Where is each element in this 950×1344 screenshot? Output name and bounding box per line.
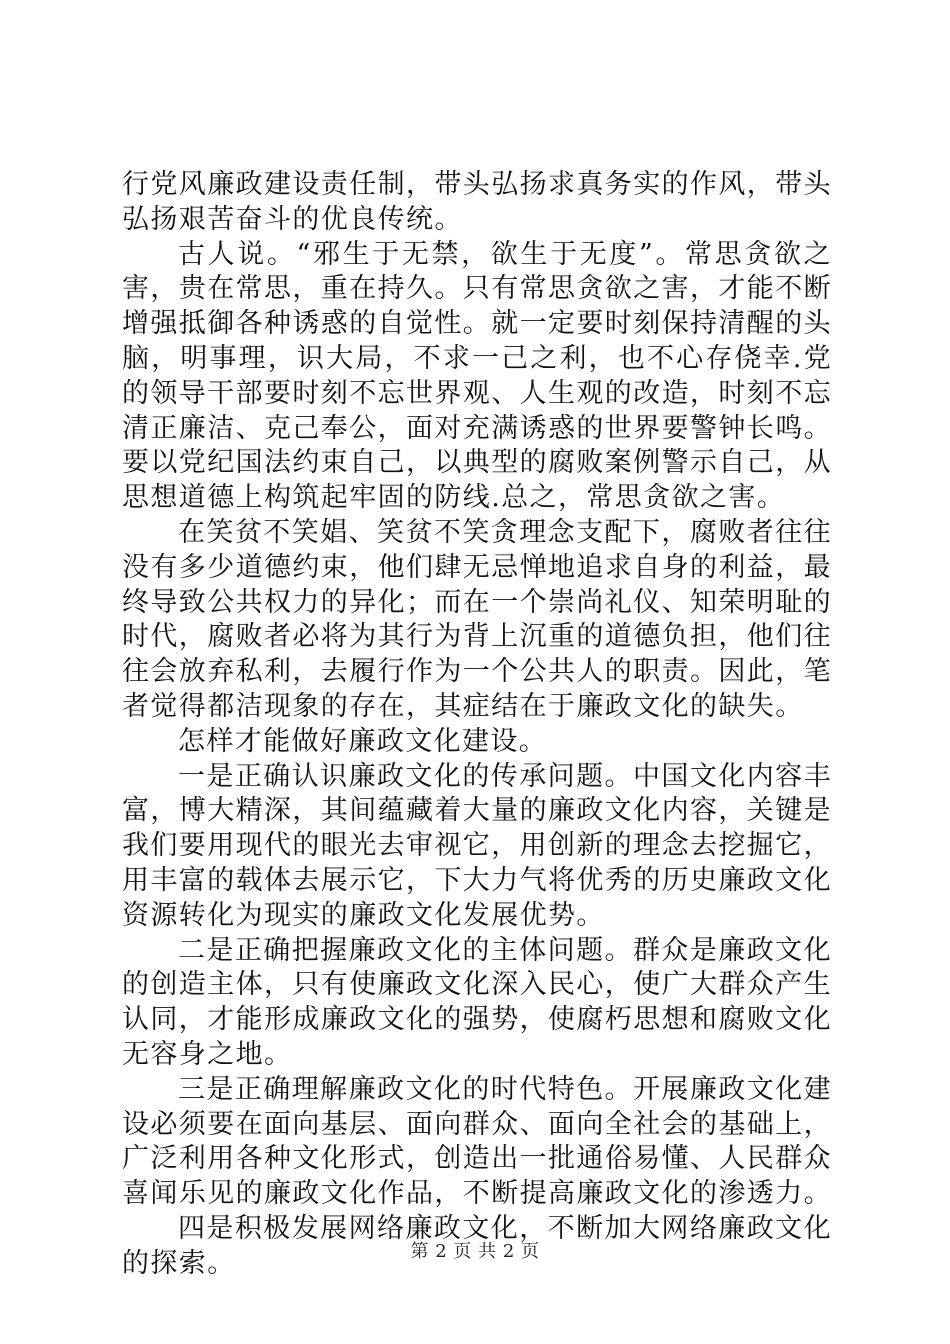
paragraph-4: 怎样才能做好廉政文化建设。 — [178, 725, 548, 757]
paragraph-1: 行党风廉政建设责任制，带头弘扬求真务实的作风，带头弘扬艰苦奋斗的优良传统。 — [122, 169, 832, 235]
paragraph-7: 三是正确理解廉政文化的时代特色。开展廉政文化建设必须要在面向基层、面向群众、面向全社会的基础上，广泛利用各种文化形式，创造出一批通俗易懂、人民群众喜闻乐见的廉政文化作品，不断提高廉政文化的渗透力。 — [122, 1073, 832, 1210]
paragraph-2: 古人说。“邪生于无禁，欲生于无度”。常思贪欲之害，贵在常思，重在持久。只有常思贪欲之害，才能不断增强抵御各种诱惑的自觉性。就一定要时刻保持清醒的头脑，明事理，识大局，不求一己之利，也不心存侥幸.党的领导干部要时刻不忘世界观、人生观的改造，时刻不忘清正廉洁、克己奉公，面对充满诱惑的世界要警钟长鸣。要以党纪国法约束自己，以典型的腐败案例警示自己，从思想道德上构筑起牢固的防线.总之，常思贪欲之害。 — [122, 238, 832, 514]
document-body — [122, 168, 832, 1282]
paragraph-8: 四是积极发展网络廉政文化，不断加大网络廉政文化的探索。 — [122, 1212, 832, 1279]
paragraph-6: 二是正确把握廉政文化的主体问题。群众是廉政文化的创造主体，只有使廉政文化深入民心，使广大群众产生认同，才能形成廉政文化的强势，使腐朽思想和腐败文化无容身之地。 — [122, 934, 832, 1070]
paragraph-5: 一是正确认识廉政文化的传承问题。中国文化内容丰富，博大精深，其间蕴藏着大量的廉政文化内容，关键是我们要用现代的眼光去审视它，用创新的理念去挖掘它，用丰富的载体去展示它，下大力气将优秀的历史廉政文化资源转化为现实的廉政文化发展优势。 — [122, 760, 832, 931]
paragraph-3: 在笑贫不笑娼、笑贫不笑贪理念支配下，腐败者往往没有多少道德约束，他们肆无忌惮地追求自身的利益，最终导致公共权力的异化；而在一个崇尚礼仪、知荣明耻的时代，腐败者必将为其行为背上沉重的道德负担，他们往往会放弃私利，去履行作为一个公共人的职责。因此，笔者觉得都洁现象的存在，其症结在于廉政文化的缺失。 — [122, 516, 832, 722]
page-footer: 第 2 页 共 2 页 — [410, 1241, 540, 1262]
